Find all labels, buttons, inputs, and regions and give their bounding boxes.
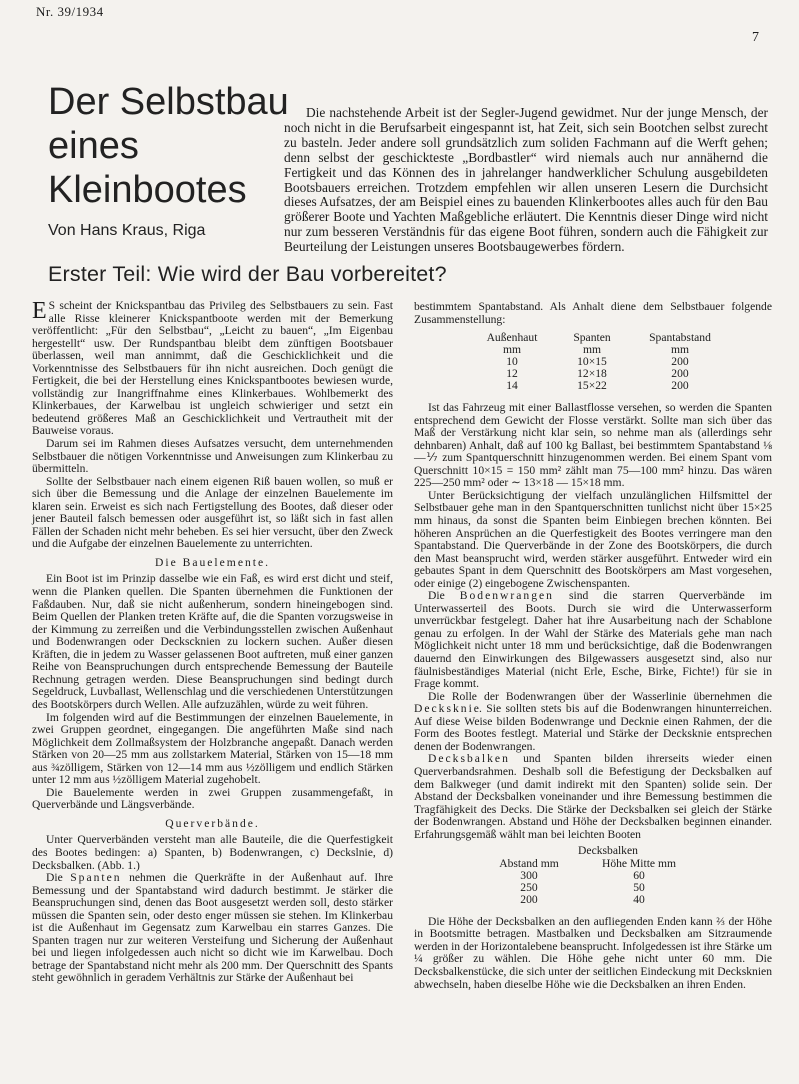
column-header: Höhe Mitte mm bbox=[601, 856, 677, 870]
table-cell: 300 bbox=[520, 868, 538, 882]
table-cell: 12×18 bbox=[577, 367, 607, 381]
subheading-bauelemente: Die Bauelemente. bbox=[154, 555, 271, 569]
paragraph bbox=[414, 753, 772, 841]
paragraph: Die Höhe der Decksbalken an den aufliegenden Enden kann ⅔ der Höhe in Bootsmitte betragen. Mastbalken und Decksbalken am Sitzraumende werden in der Horizontalebene beansprucht. Infolgedessen ist ihre Stärke um ¼ größer zu wählen. Die Höhe gehe nicht unter 60 mm. Die Decksbalkenstücke, die sich unter der seitlichen Eindeckung mit Decksknien abwechseln, haben dieselbe Höhe wie die Decksbalken an ihren Enden. bbox=[414, 914, 772, 991]
table-cell: 50 bbox=[633, 880, 645, 894]
drop-cap: E bbox=[32, 298, 47, 324]
title-line: Kleinbootes bbox=[48, 169, 247, 211]
intro-paragraph: Die nachstehende Arbeit ist der Segler-Jugend gewidmet. Nur der junge Mensch, der noch nicht in die Berufsarbeit eingespannt ist, hat Zeit, sich sein Bootchen selbst zurecht zu basteln. Jeder andere soll grundsätzlich zum soliden Fachmann auf die Werft gehen; denn selbst der geschickteste „Bordbastler“ wird niemals auch nur annähernd die Fertigkeit und das Können des in jahrelanger handwerklicher Schulung ausgebildeten Bootsbauers erreichen. Trotzdem empfehlen wir allen unseren Lesern die Durchsicht dieses Aufsatzes, der am Beispiel eines zu bauenden Klinkerbootes alles auch für den Bau größerer Boote und Yachten Maßgebliche erläutert. Die Kenntnis dieser Dinge wird nicht nur zum besseren Verständnis für das eigene Boot führen, sondern auch die Fähigkeit zur Beurteilung der Leistungen unseres Bootsbaugewerbes fördern. bbox=[284, 105, 768, 255]
paragraph bbox=[414, 691, 772, 754]
paragraph-text: und Spanten bilden ihrerseits wieder einen Querverbandsrahmen. Deshalb soll die Befestigung der Decksbalken auf dem Balkweger (und damit indirekt mit den Spanten) solide sein. Der Abstand der Decksbalken voneinander und ihre Bemessung bestimmen die Tragfähigkeit des Decks. Die Stärke der Decksbalken sei gleich der Stärke der Bodenwrangen. Abstand und Höhe der Decksbalken beginnen einander. Erfahrungsgemäß wählt man bei leichten Booten bbox=[414, 752, 772, 841]
table-cell: 15×22 bbox=[577, 379, 607, 393]
term-decksknie: Deckskni bbox=[414, 702, 474, 716]
paragraph bbox=[414, 590, 772, 690]
author-byline: Von Hans Kraus, Riga bbox=[48, 222, 206, 239]
title-line: eines bbox=[48, 125, 139, 167]
table-header-row bbox=[474, 858, 694, 870]
paragraph-text: nehmen die Querkräfte in der Außenhaut auf. Ihre Bemessung und der Spantabstand wird dadurch bestimmt. Je stärker die Beanspruchungen sind, denen das Boot ausgesetzt werden soll, desto stärker müssen die Spanten sein, oder desto enger müssen sie stehen. Im Klinkerbau ist die Außenhaut im Gegensatz zum Karwelbau ein starres Ganzes. Die Spanten tragen nur zur weiteren Versteifung und Sicherung der Außenhaut bei und liegen infolgedessen auch nicht so dicht wie im Karwelbau. Doch betrage der Spantabstand nicht mehr als 200 mm. Der Querschnitt des Spants steht gewöhnlich in geradem Verhältnis zur Stärke der Außenhaut bei bbox=[32, 871, 393, 985]
table-cell: 12 bbox=[506, 367, 518, 381]
subheading-querverbaende: Querverbände. bbox=[165, 816, 260, 830]
paragraph: Ein Boot ist im Prinzip dasselbe wie ein Faß, es wird erst dicht und steif, wenn die Planken quellen. Die Spanten übernehmen die Funktionen der Faßdauben. Nur, daß sie nicht außenherum, sondern hineingebogen sind. Beim Quellen der Planken treten Kräfte auf, die die Spanten vorzugsweise in der Kimmung zu zerreißen und die Verbindungsstellen zwischen Außenhaut und Bodenwrangen oder Deckscknien zu lockern suchen. Außer diesen Kräften, die in jedem zu Wasser gelassenen Boot auftreten, muß einer ganzen Reihe von Beanspruchungen durch entsprechende Bemessung der Bauteile Rechnung getragen werden. Diese Beanspruchungen sind bedingt durch Segeldruck, Luvballast, Wellenschlag und die verschiedenen Unterstützungen des Bootskörpers durch Wellen. Alle aufzuzählen, würde zu weit führen. bbox=[32, 572, 393, 711]
paragraph: Unter Berücksichtigung der vielfach unzulänglichen Hilfsmittel der Selbstbauer gehe man in den Spantquerschnitten tunlichst nicht über 15×25 mm hinaus, da sonst die Spanten beim Einbiegen brechen könnten. Bei höheren Ansprüchen an die Querfestigkeit des Bootes verringere man den Spantabstand. Die Querverbände in der Zone des Bootskörpers, die durch den Mast beansprucht wird, werden stärker ausgeführt. Entweder wird ein gebautes Spant in dem Querschnitt des Bootskörpers am Mast vorgesehen, oder einige (2) eingebogene Zwischenspanten. bbox=[414, 488, 772, 590]
title-line: Der Selbstbau bbox=[48, 81, 289, 123]
term-decksbalken: Decksbalken bbox=[428, 752, 510, 766]
table-row bbox=[476, 380, 724, 392]
table-cell: 250 bbox=[520, 880, 538, 894]
table-row bbox=[474, 882, 694, 894]
paragraph-text: S scheint der Knickspantbau das Privileg des Selbstbauers zu sein. Fast alle Risse kleinerer Knickspantboote werden mit der Bemerkung veröffentlicht: „Für den Selbstbau“, „Leicht zu bauen“, „Im Eigenbau hergestellt“ usw. Der Rundspantbau bleibt dem zünftigen Bootsbauer überlassen, weil man annimmt, daß die Geschicklichkeit und die Vorkenntnisse des Selbstbauers für ihn nicht ausreichen. Doch genügt die Fertigkeit, die bei der Herstellung eines Knickspantbootes bewiesen wurde, vollständig zur Inangriffnahme eines Klinkerbaues. Wohlbemerkt des Klinkerbaues, der Karwelbau ist ungleich schwieriger und setzt ein bedeutend größeres Maß an Geschicklichkeit und Vertrautheit mit der Bauweise voraus. bbox=[32, 299, 393, 438]
unit-cell: mm bbox=[670, 343, 690, 357]
paragraph-text: Die bbox=[46, 871, 71, 885]
paragraph-text: sind die starren Querverbände im Unterwasserteil des Boots. Durch sie wird die Unterwasserform unverrückbar festgelegt. Daher hat ihre Ausarbeitung nach der Schablone genau zu erfolgen. In der Wahl der Stärke des Materials gehe man nach Möglichkeit nicht unter 18 mm und berücksichtige, daß die Bodenwrangen dauernd den Einwirkungen des Bilgewassers ausgesetzt sind, also nur fäulnisbeständiges Material (nicht Erle, Esche, Birke, Fichte!) für sie in Frage kommt. bbox=[414, 589, 772, 691]
table-cell: 200 bbox=[520, 892, 538, 906]
left-column bbox=[32, 300, 393, 985]
table-row bbox=[474, 894, 694, 906]
table-cell: 10×15 bbox=[577, 355, 607, 369]
table-cell: 40 bbox=[633, 892, 645, 906]
unit-cell: mm bbox=[502, 343, 522, 357]
paragraph: Unter Querverbänden versteht man alle Bauteile, die die Querfestigkeit des Bootes bedingen: a) Spanten, b) Bodenwrangen, c) Deckslnie, d) Decksbalken. (Abb. 1.) bbox=[32, 833, 393, 872]
table-cell: 200 bbox=[671, 379, 689, 393]
term-spanten: Spanten bbox=[70, 871, 122, 885]
paragraph bbox=[32, 872, 393, 985]
page-number: 7 bbox=[752, 30, 759, 45]
table-cell: 200 bbox=[671, 355, 689, 369]
unit-cell: mm bbox=[582, 343, 602, 357]
right-column bbox=[414, 301, 772, 991]
column-header: Spantabstand bbox=[649, 331, 711, 345]
paragraph: Darum sei im Rahmen dieses Aufsatzes versucht, dem unternehmenden Selbstbauer die nötigen Vorkenntnisse und Anweisungen zum Klinkerbau zu übermitteln. bbox=[32, 437, 393, 476]
paragraph-text: Die Rolle der Bodenwrangen über der Wasserlinie übernehmen die bbox=[428, 689, 772, 703]
table-cell: 10 bbox=[506, 355, 518, 369]
spanten-table bbox=[476, 332, 724, 392]
column-header: Außenhaut bbox=[486, 331, 538, 345]
table-caption: Decksbalken bbox=[578, 844, 638, 858]
paragraph: Sollte der Selbstbauer nach einem eigenen Riß bauen wollen, so muß er sich über die Bemessung und die Anlage der einzelnen Bauelemente im klaren sein. Erweist es sich nach Fertigstellung des Bootes, daß dieser oder jener Bauteil falsch bemessen oder ausgeführt ist, so läßt sich in fast allen Fällen der Schaden nicht mehr beheben. Es sei hier versucht, über den Zweck und die Aufgabe der einzelnen Bauelemente zu unterrichten. bbox=[32, 474, 393, 551]
paragraph-text: e. Sie sollten stets bis auf die Bodenwrangen hinunterreichen. Auf diese Weise bilden Bodenwrange und Decknie einen Rahmen, der die Form des Bootes festlegt. Material und Stärke der Decksknie entsprechen denen der Bodenwrangen. bbox=[414, 702, 772, 753]
paragraph: Im folgenden wird auf die Bestimmungen der einzelnen Bauelemente, in zwei Gruppen geordnet, eingegangen. Die angeführten Maße sind nach Möglichkeit dem Zollmaßsystem der Holzbranche angepaßt. Danach werden Stärken von 20—25 mm aus zollstarkem Material, Stärken von 15—18 mm aus ¾zölligem, Stärken von 12—14 mm aus ½zölligem und endlich Stärken unter 12 mm aus ½zölligem Material zugehobelt. bbox=[32, 710, 393, 787]
section-title: Erster Teil: Wie wird der Bau vorbereitet? bbox=[48, 262, 447, 286]
table-row bbox=[474, 870, 694, 882]
decksbalken-table bbox=[474, 858, 694, 906]
paragraph: Ist das Fahrzeug mit einer Ballastflosse versehen, so werden die Spanten entsprechend dem Gewicht der Flosse verstärkt. Sollte man sich über das Maß der Verstärkung nicht klar sein, so nehme man als (allerdings sehr dehnbaren) Anhalt, daß auf 100 kg Ballast, bei bestimmtem Spantabstand ⅛—⅐ zum Spantquerschnitt hinzugenommen werden. Bei einem Spant vom Querschnitt 10×15 = 150 mm² zählt man 75—100 mm² hinzu. Das wären 225—250 mm² oder ∼ 13×18 — 15×18 mm. bbox=[414, 401, 772, 490]
article-title bbox=[48, 80, 298, 212]
paragraph-text: Die bbox=[428, 589, 460, 603]
table-cell: 14 bbox=[506, 379, 518, 393]
table-cell: 60 bbox=[633, 868, 645, 882]
column-header: Spanten bbox=[573, 331, 611, 345]
paragraph bbox=[32, 300, 393, 438]
paragraph: bestimmtem Spantabstand. Als Anhalt diene dem Selbstbauer folgende Zusammenstellung: bbox=[414, 300, 772, 326]
term-bodenwrangen: Bodenwrangen bbox=[459, 589, 554, 603]
table-cell: 200 bbox=[671, 367, 689, 381]
column-header: Abstand mm bbox=[499, 856, 559, 870]
issue-number: Nr. 39/1934 bbox=[36, 4, 104, 19]
paragraph: Die Bauelemente werden in zwei Gruppen zusammengefaßt, in Querverbände und Längsverbände. bbox=[32, 785, 393, 812]
